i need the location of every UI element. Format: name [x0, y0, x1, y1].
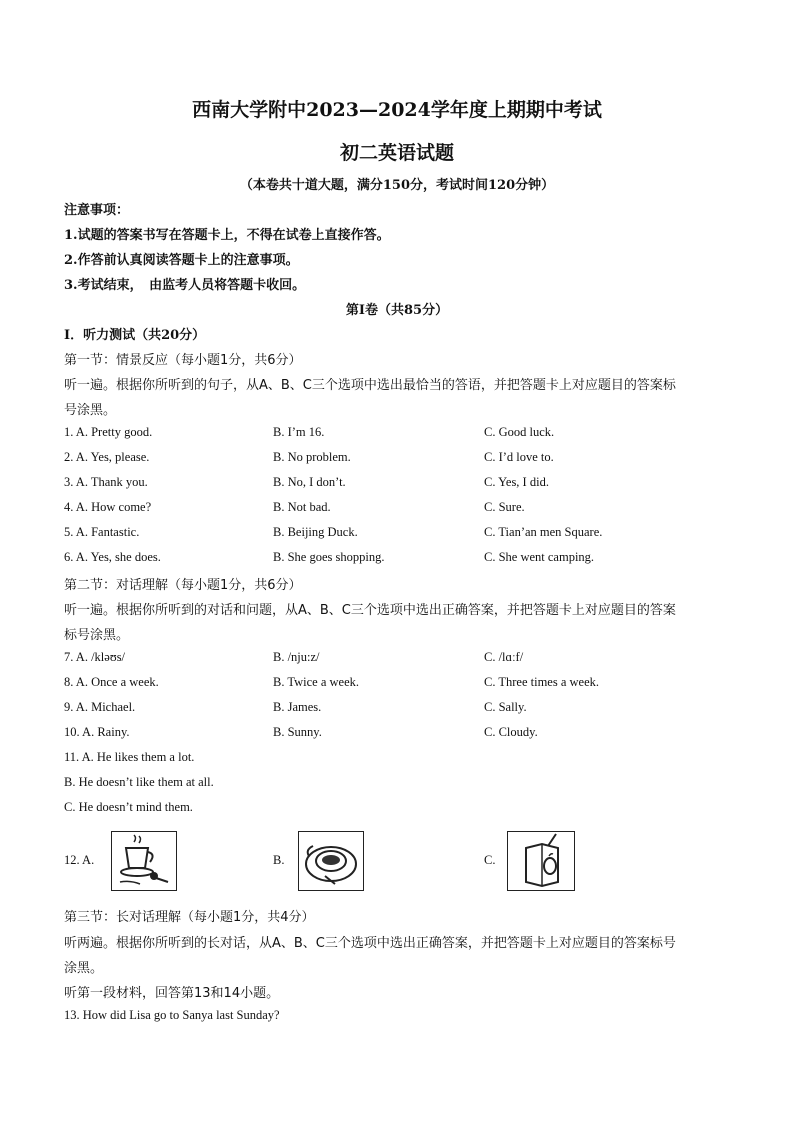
section1-heading: Ⅰ．听力测试（共20分） — [64, 328, 206, 343]
part1-instruction-line2: 号涂黑。 — [64, 403, 117, 418]
q8-option-b: B. Twice a week. — [273, 675, 360, 689]
q6-option-c: C. She went camping. — [484, 550, 595, 564]
part3-title: 第三节：长对话理解（每小题1分，共4分） — [64, 910, 315, 925]
q10-option-a: 10. A. Rainy. — [64, 725, 130, 739]
q3-option-b: B. No, I don’t. — [273, 475, 346, 489]
cup-topview-icon — [299, 832, 363, 890]
q12-option-b: B. — [273, 853, 285, 867]
notice-heading: 注意事项： — [64, 203, 130, 218]
q13-question: 13. How did Lisa go to Sanya last Sunday? — [64, 1008, 280, 1022]
q7-option-b: B. /nju:z/ — [273, 650, 320, 664]
q6-option-b: B. She goes shopping. — [273, 550, 385, 564]
q7-option-c: C. /lɑːf/ — [484, 650, 524, 664]
q5-option-c: C. Tian’an men Square. — [484, 525, 603, 539]
coffee-cup-icon — [112, 832, 176, 890]
q4-option-a: 4. A. How come? — [64, 500, 152, 514]
q5-option-b: B. Beijing Duck. — [273, 525, 358, 539]
q7-option-a: 7. A. /kləʊs/ — [64, 650, 126, 664]
q1-option-c: C. Good luck. — [484, 425, 555, 439]
notice-item-1: 1.试题的答案书写在答题卡上，不得在试卷上直接作答。 — [64, 228, 390, 243]
part2-title: 第二节：对话理解（每小题1分，共6分） — [64, 578, 302, 593]
notice-item-2: 2.作答前认真阅读答题卡上的注意事项。 — [64, 253, 299, 268]
q4-option-c: C. Sure. — [484, 500, 525, 514]
q11-option-b: B. He doesn’t like them at all. — [64, 775, 214, 789]
q2-option-c: C. I’d love to. — [484, 450, 554, 464]
part2-instruction-line1: 听一遍。根据你所听到的对话和问题，从A、B、C三个选项中选出正确答案，并把答题卡上对应题目的答案 — [64, 603, 676, 618]
coffee-cup-picture — [111, 831, 177, 891]
q10-option-c: C. Cloudy. — [484, 725, 538, 739]
part1-title: 第一节：情景反应（每小题1分，共6分） — [64, 353, 302, 368]
volume-heading: 第Ⅰ卷（共85分） — [345, 303, 449, 318]
q5-option-a: 5. A. Fantastic. — [64, 525, 140, 539]
notice-item-3: 3.考试结束， 由监考人员将答题卡收回。 — [64, 278, 306, 293]
juice-box-picture — [507, 831, 575, 891]
q8-option-a: 8. A. Once a week. — [64, 675, 159, 689]
coffee-saucer-picture — [298, 831, 364, 891]
part3-instruction-line1: 听两遍。根据你所听到的长对话，从A、B、C三个选项中选出正确答案，并把答题卡上对应题目的答案标号 — [64, 936, 676, 951]
exam-title: 西南大学附中2023—2024学年度上期期中考试 — [192, 99, 602, 121]
q12-option-c: C. — [484, 853, 496, 867]
q11-option-a: 11. A. He likes them a lot. — [64, 750, 195, 764]
q12-option-a: 12. A. — [64, 853, 95, 867]
q8-option-c: C. Three times a week. — [484, 675, 600, 689]
part3-instruction-line2: 涂黑。 — [64, 961, 104, 976]
q1-option-a: 1. A. Pretty good. — [64, 425, 153, 439]
q9-option-b: B. James. — [273, 700, 322, 714]
juice-box-icon — [508, 832, 574, 890]
part2-instruction-line2: 标号涂黑。 — [64, 628, 130, 643]
exam-note: （本卷共十道大题，满分150分，考试时间120分钟） — [239, 178, 555, 193]
q3-option-a: 3. A. Thank you. — [64, 475, 148, 489]
q3-option-c: C. Yes, I did. — [484, 475, 549, 489]
exam-subtitle: 初二英语试题 — [339, 142, 454, 164]
q1-option-b: B. I’m 16. — [273, 425, 325, 439]
q9-option-a: 9. A. Michael. — [64, 700, 136, 714]
q2-option-b: B. No problem. — [273, 450, 351, 464]
part1-instruction-line1: 听一遍。根据你所听到的句子，从A、B、C三个选项中选出最恰当的答语，并把答题卡上对应题目的答案标 — [64, 378, 676, 393]
q10-option-b: B. Sunny. — [273, 725, 322, 739]
q4-option-b: B. Not bad. — [273, 500, 331, 514]
q9-option-c: C. Sally. — [484, 700, 527, 714]
q2-option-a: 2. A. Yes, please. — [64, 450, 150, 464]
q11-option-c: C. He doesn’t mind them. — [64, 800, 193, 814]
q6-option-a: 6. A. Yes, she does. — [64, 550, 161, 564]
part3-material-note: 听第一段材料，回答第13和14小题。 — [64, 986, 280, 1001]
